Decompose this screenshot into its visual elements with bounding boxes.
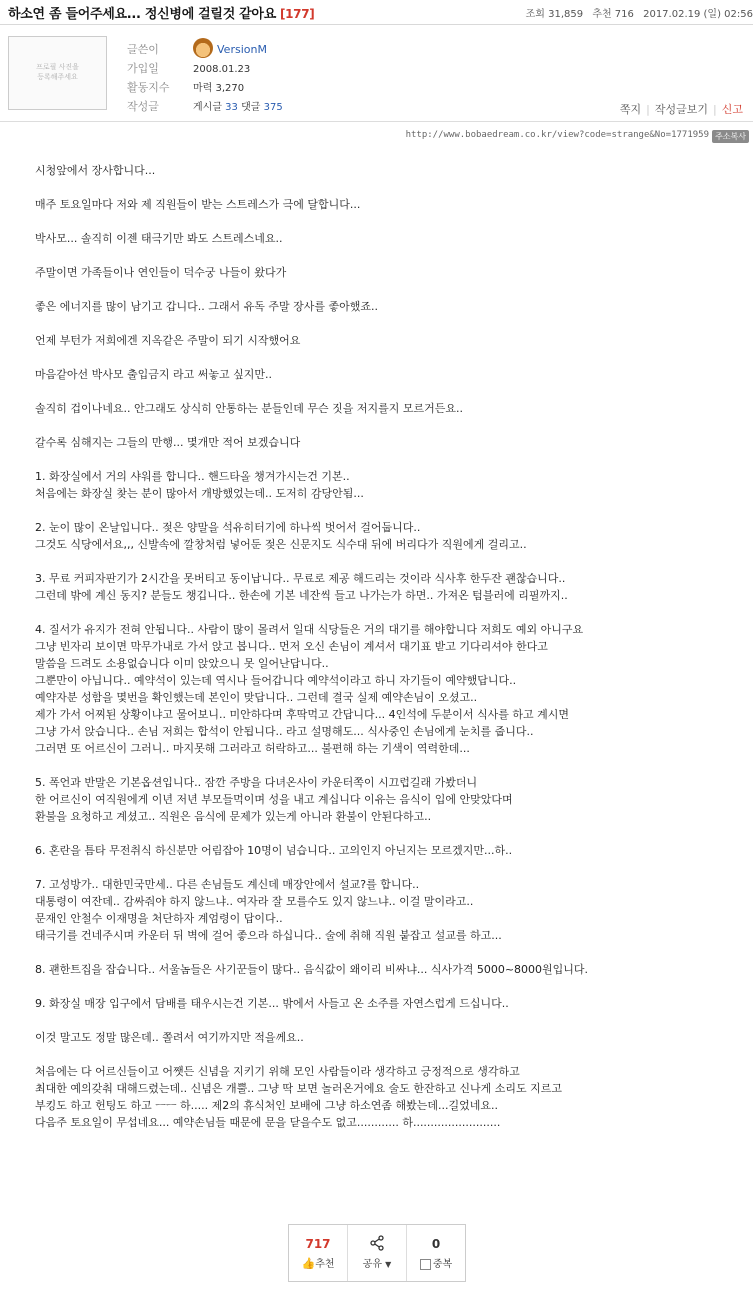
chevron-down-icon: ▼	[385, 1260, 392, 1269]
profile-image-placeholder	[8, 36, 107, 110]
report-icon	[420, 1259, 431, 1270]
content-paragraph: 2. 눈이 많이 온날입니다.. 젖은 양말을 석유히터기에 하나씩 벗어서 걸어둡니다.. 그것도 식당에서요,,, 신발속에 깔창처럼 넣어둔 젖은 신문지도 식수대 뒤에 버리다가 직원에게 걸리고..	[35, 521, 527, 551]
content-paragraph: 언제 부턴가 저희에겐 지옥같은 주말이 되기 시작했어요	[35, 334, 301, 347]
content-paragraph: 처음에는 다 어르신들이고 어쨋든 신념을 지키기 위해 모인 사람들이라 생각하고 긍정적으로 생각하고 최대한 예의갖춰 대해드렸는데.. 신념은 개뿔.. 그냥 딱 보면 놀러온거에요 술도 한잔하고 신나게 소리도 지르고 부킹도 하고 헌팅도 하고 ㅡㅡ 하..... 제2의 휴식처인 보배에 그냥 하소연좀 해봤는데...길었네요.. 다음주 토요일이 무섭네요... 예약손님들 때문에 문을 닫을수도 없고............ 하.........................	[35, 1065, 562, 1129]
posts-count[interactable]: 33	[225, 102, 238, 113]
comment-count[interactable]: [177]	[279, 7, 315, 21]
content-paragraph: 6. 혼란을 틈타 무전취식 하신분만 어림잡아 10명이 넘습니다.. 고의인지 아닌지는 모르겠지만...하..	[35, 844, 513, 857]
profile-placeholder-line2: 등록해주세요	[37, 73, 78, 81]
content-paragraph: 8. 괜한트집을 잡습니다.. 서울놈들은 사기꾼들이 많다.. 음식값이 왜이리 비싸냐... 식사가격 5000~8000원입니다.	[35, 963, 589, 976]
label-activity: 활동지수	[127, 81, 170, 94]
content-paragraph: 좋은 에너지를 많이 남기고 갑니다.. 그래서 유독 주말 장사를 좋아했죠..	[35, 300, 378, 313]
content-paragraph: 9. 화장실 매장 입구에서 담배를 태우시는건 기본... 밖에서 사들고 온 소주를 자연스럽게 드십니다..	[35, 997, 509, 1010]
label-author: 글쓴이	[127, 43, 159, 56]
duplicate-label: 중복	[432, 1259, 453, 1270]
content-paragraph: 마음같아선 박사모 출입금지 라고 써놓고 싶지만..	[35, 368, 272, 381]
content-paragraph: 갈수록 심해지는 그들의 만행... 몇개만 적어 보겠습니다	[35, 436, 301, 449]
post-content	[35, 162, 735, 1148]
post-datetime: 2017.02.19 (일) 02:56	[643, 9, 753, 20]
content-paragraph: 4. 질서가 유지가 전혀 안됩니다.. 사람이 많이 몰려서 일대 식당들은 거의 대기를 해야합니다 저희도 예외 아니구요 그냥 빈자리 보이면 막무가내로 가서 앉고 봅니다.. 먼저 오신 손님이 계셔서 대기표 받고 기다리셔야 한다고 말씀을 드려도 소용없습니다 이미 앉았으니 못 일어난답니다.. 그뿐만이 아닙니다.. 예약석이 있는데 역시나 들어갑니다 예약석이라고 하니 자기들이 예약했답니다.. 예약자분 성함을 몇번을 확인했는데 본인이 맞답니다.. 그런데 결국 실제 예약손님이 오셨고.. 제가 가서 어찌된 상황이냐고 물어보니.. 미안하다며 후딱먹고 간답니다... 4인석에 두분이서 식사를 하고 계시면 그냥 가서 앉습니다.. 손님 저희는 합석이 안됩니다.. 라고 설명해도... 식사중인 손님에게 눈치를 줍니다.. 그러면 또 어르신이 그러니.. 마지못해 그러라고 허락하고... 불편해 하는 기색이 역력한데...	[35, 623, 584, 755]
content-paragraph: 솔직히 겁이나네요.. 안그래도 상식히 안통하는 분들인데 무슨 짓을 저지를지 모르거든요..	[35, 402, 463, 415]
recommend-button[interactable]	[289, 1225, 347, 1281]
copy-url-button[interactable]: 주소복사	[712, 130, 749, 143]
recommend-count: 추천 716	[592, 9, 634, 20]
author-info-labels	[127, 40, 170, 116]
avatar	[193, 38, 213, 58]
title-bar	[0, 0, 753, 25]
recommend-label: 추천	[315, 1259, 335, 1270]
activity-score: 마력 3,270	[193, 83, 245, 94]
share-label: 공유	[362, 1259, 382, 1270]
label-posts: 작성글	[127, 100, 159, 113]
author-row[interactable]	[193, 40, 283, 60]
divider: |	[646, 103, 650, 116]
comments-count[interactable]: 375	[263, 102, 283, 113]
comments-label: 댓글	[241, 102, 261, 113]
vote-box	[288, 1224, 466, 1282]
divider	[0, 121, 753, 122]
content-paragraph: 3. 무료 커피자판기가 2시간을 못버티고 동이납니다.. 무료로 제공 해드리는 것이라 식사후 한두잔 괜찮습니다.. 그런데 밖에 계신 동지? 분들도 챙깁니다.. 한손에 기본 네잔씩 들고 나가는가 하면.. 가져온 텀블러에 리필까지..	[35, 572, 568, 602]
content-paragraph: 7. 고성방가.. 대한민국만세.. 다른 손님들도 계신데 매장안에서 설교?를 합니다.. 대통령이 여잔데.. 감싸줘야 하지 않느냐.. 여자라 잘 모를수도 있지 않느냐.. 이걸 말이라고.. 문재인 안철수 이재명을 처단하자 계엄령이 답이다.. 태극기를 건네주시며 카운터 뒤 벽에 걸어 좋으라 하십니다.. 술에 취해 직원 붙잡고 설교를 하고...	[35, 878, 502, 942]
post-title	[8, 3, 314, 22]
divider: |	[713, 103, 717, 116]
post-actions	[620, 101, 743, 117]
joined-date: 2008.01.23	[193, 64, 251, 75]
author-info-values	[193, 40, 283, 117]
content-paragraph: 박사모... 솔직히 이젠 태극기만 봐도 스트레스네요..	[35, 232, 283, 245]
thumbs-up-icon: 👍	[301, 1257, 316, 1270]
post-title-text: 하소연 좀 들어주세요... 정신병에 걸릴것 같아요	[8, 7, 276, 22]
label-joined: 가입일	[127, 62, 159, 75]
post-stats	[193, 98, 283, 117]
duplicate-count: 0	[431, 1237, 441, 1251]
content-paragraph: 이것 말고도 정말 많은데.. 쫄려서 여기까지만 적을께요..	[35, 1031, 304, 1044]
view-posts-button[interactable]: 작성글보기	[654, 103, 709, 116]
share-button[interactable]	[347, 1225, 407, 1281]
author-nickname[interactable]: VersionM	[217, 43, 267, 56]
content-paragraph: 시청앞에서 장사합니다...	[35, 164, 156, 177]
post-meta	[520, 5, 753, 20]
share-icon	[369, 1235, 385, 1251]
posts-label: 게시글	[193, 102, 222, 113]
report-button[interactable]: 신고	[721, 103, 743, 116]
post-url[interactable]: http://www.bobaedream.co.kr/view?code=strange&No=1771959	[405, 130, 709, 140]
content-paragraph: 주말이면 가족들이나 연인들이 덕수궁 나들이 왔다가	[35, 266, 287, 279]
recommend-number: 717	[305, 1237, 331, 1251]
content-paragraph: 매주 토요일마다 저와 제 직원들이 받는 스트레스가 극에 달합니다...	[35, 198, 361, 211]
content-paragraph: 5. 폭언과 반말은 기본옵션입니다.. 잠깐 주방을 다녀온사이 카운터쪽이 시끄럽길래 가봤더니 한 어르신이 여직원에게 이년 저년 부모들먹이며 성을 내고 계십니다 이유는 음식이 입에 안맞았다며 환불을 요청하고 계셨고.. 직원은 음식에 문제가 있는게 아니라 환불이 안된다하고..	[35, 776, 513, 823]
view-count: 조회 31,859	[525, 9, 584, 20]
duplicate-report-button[interactable]	[407, 1225, 465, 1281]
profile-placeholder-line1: 프로필 사진을	[36, 63, 79, 71]
note-button[interactable]: 쪽지	[619, 103, 642, 116]
content-paragraph: 1. 화장실에서 거의 샤워를 합니다.. 핸드타올 챙겨가시는건 기본.. 처음에는 화장실 찾는 분이 많아서 개방했었는데.. 도저히 감당안됨...	[35, 470, 364, 500]
